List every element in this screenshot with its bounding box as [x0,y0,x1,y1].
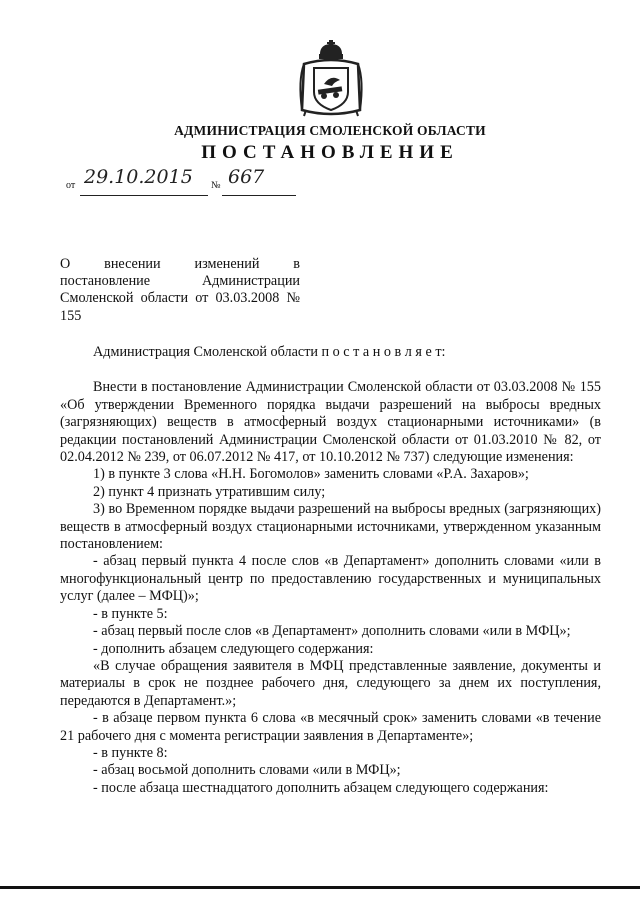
subject-text: О внесении изменений в постановление Администрации Смоленской области от 03.03.2008 № 155 [60,256,300,324]
number-label: № [211,180,221,191]
document-number: 667 [228,166,265,188]
date-underline [80,195,208,196]
body-paragraph: Внести в постановление Администрации Смоленской области от 03.03.2008 № 155 «Об утверждении Временного порядка выдачи разрешений на выбросы вредных (загрязняющих) веществ в атмосферный воздух стационарными источниками» (в редакции постановлений Администрации Смоленской области от 01.03.2010 № 82, от 02.04.2012 № 239, от 06.07.2012 № 417, от 10.10.2012 № 737) следующие изменения: [60,379,601,466]
document-subject [60,256,300,325]
body-paragraph: - после абзаца шестнадцатого дополнить абзацем следующего содержания: [93,779,549,796]
document-body [60,344,601,797]
body-paragraph: - в абзаце первом пункта 6 слова «в месячный срок» заменить словами «в течение 21 рабочего дня с момента регистрации заявления в Департаменте»; [60,710,601,744]
body-paragraph: - абзац первый после слов «в Департамент» дополнить словами «или в МФЦ»; [93,623,571,640]
coat-of-arms-icon [296,40,366,118]
body-paragraph: - в пункте 5: [93,605,168,622]
page-bottom-rule [0,886,640,889]
organization-name: АДМИНИСТРАЦИЯ СМОЛЕНСКОЙ ОБЛАСТИ [174,123,486,138]
from-label: от [66,180,76,191]
body-paragraph: - абзац восьмой дополнить словами «или в МФЦ»; [93,762,401,779]
body-paragraph: 2) пункт 4 признать утратившим силу; [93,483,326,500]
body-paragraph: 3) во Временном порядке выдачи разрешений на выбросы вредных (загрязняющих) веществ в атмосферный воздух стационарными источниками, утвержденном указанным постановлением: [60,501,601,553]
number-underline [222,195,296,196]
document-type: ПОСТАНОВЛЕНИЕ [201,142,459,163]
body-paragraph: 1) в пункте 3 слова «Н.Н. Богомолов» заменить словами «Р.А. Захаров»; [93,466,529,483]
body-paragraph: - в пункте 8: [93,744,168,761]
body-paragraph: - абзац первый пункта 4 после слов «в Департамент» дополнить словами «или в многофункциональный центр по предоставлению государственных и муниципальных услуг (далее – МФЦ)»; [60,553,601,605]
preamble: Администрация Смоленской области п о с т а н о в л я е т: [93,344,446,360]
body-paragraph: «В случае обращения заявителя в МФЦ представленные заявление, документы и материалы в срок не позднее рабочего дня, следующего за днем их поступления, передаются в Департамент.»; [60,657,601,709]
document-date: 29.10.2015 [84,166,193,188]
body-paragraph: - дополнить абзацем следующего содержания: [93,640,374,657]
